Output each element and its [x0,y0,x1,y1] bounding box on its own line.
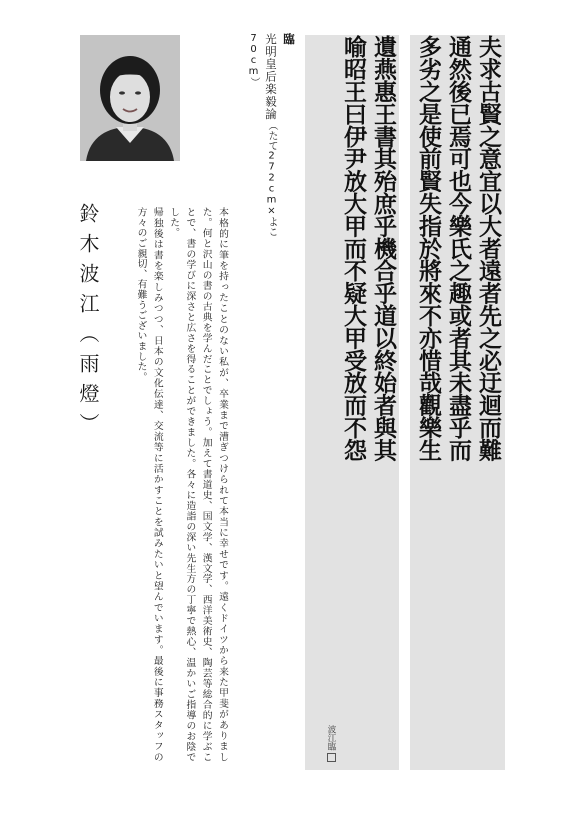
signature-text: 波江臨 [326,725,336,751]
work-dimensions: （たて272cm×よこ70cm） [248,33,277,237]
calligraphy-column: 通然後已焉可也今樂氏之趣或者其未盡乎而 [445,35,472,461]
work-caption [248,33,298,283]
artist-photo [80,35,180,161]
seal-stamp-icon [327,753,336,762]
work-title: 光明皇后楽毅論 [264,33,278,121]
calligraphy-column: 喻昭王曰伊尹放大甲而不疑大甲受放而不怨 [340,35,367,461]
artist-bio-text: 本格的に筆を持ったことのない私が、卒業まで漕ぎつけられて本当に幸せです。遠くドイツから来た甲斐がありました。何と沢山の書の古典を学んだことでしょう。加えて書道史、国文学、漢文学、西洋美術史、陶芸等総合的に学ぶことで、書の学びに深さと広さを得ることができました。各々に造詣の深い先生方の丁寧で熱心、温かいご指導のお陰でした。 帰独後は書を楽しみつつ、日本の文化伝達、交流等に活かすことを試みたいと望んでいます。最後に事務スタッフの方々のご親切、有難うございました。 [135,207,228,762]
calligraphy-column: 遺燕惠王書其殆庶乎機合乎道以終始者與其 [370,35,397,461]
work-label: 臨 [282,33,296,46]
artist-name: 鈴木波江（雨燈） [76,203,100,443]
calligraphy-panel-right [410,35,505,770]
artist-portrait-image [80,35,180,161]
calligraphy-panel-left [305,35,399,770]
artist-signature [308,725,336,770]
calligraphy-column: 夫求古賢之意宜以大者遠者先之必迂迴而難 [475,35,502,461]
calligraphy-column: 多劣之是使前賢失指於將來不亦惜哉觀樂生 [415,35,442,461]
artist-bio [120,207,230,762]
work-title-line [244,33,280,283]
